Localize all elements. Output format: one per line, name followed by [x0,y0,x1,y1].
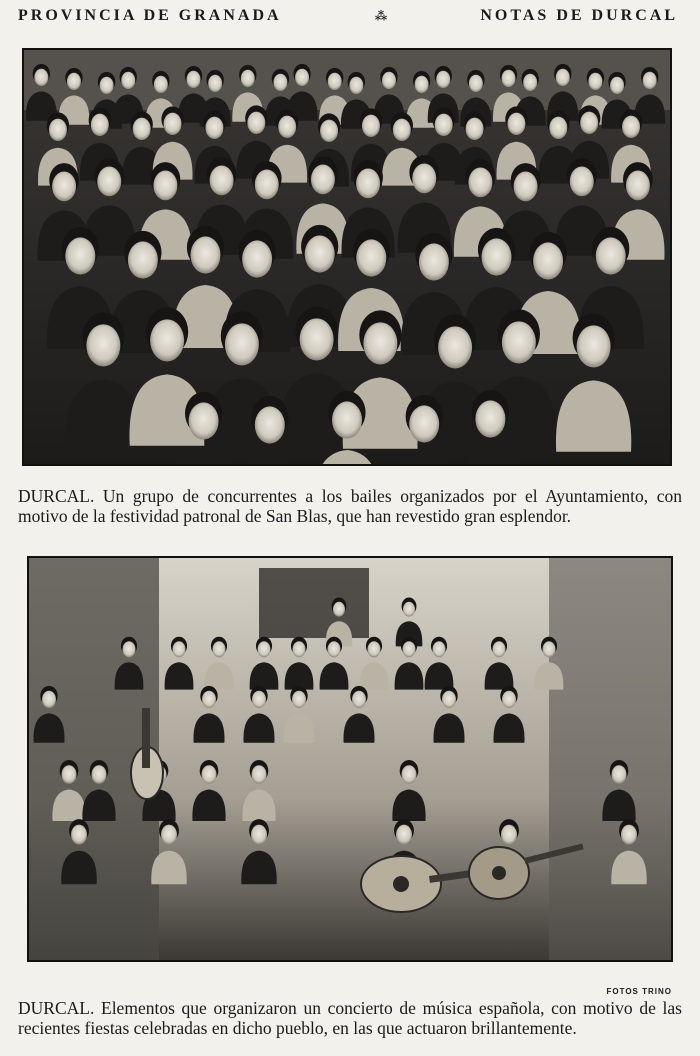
person-face [349,77,363,94]
person-face [533,242,563,279]
person-face [403,602,415,617]
header-separator-ornament: ⁂ [374,8,388,23]
person-face [588,73,602,90]
group-photo-concert-organizers [27,556,673,962]
person-face [501,825,517,845]
person-face [161,825,177,845]
caption-1-place: DURCAL. [18,486,95,506]
person-face [86,324,120,366]
person-face [396,825,412,845]
person-face [643,72,657,89]
person-face [133,118,151,140]
person-face [278,116,296,138]
person-face [187,71,201,88]
person-face [42,691,56,708]
person-face [128,241,158,278]
photo-credit: FOTOS TRINO [606,987,672,996]
person-face [320,120,338,142]
person-face [100,77,114,94]
person-face [255,170,279,200]
person-face [97,167,121,197]
person-face [91,114,109,136]
person-face [475,400,505,437]
person-face [328,73,342,90]
group-photo-ball-attendees [22,48,672,466]
person-face [482,238,512,275]
person-face [292,691,306,708]
person-face [328,641,341,657]
caption-photo-1 [18,486,682,526]
header-section-title: NOTAS DE DURCAL [480,7,678,24]
person-face [202,765,217,784]
person-face [514,172,538,202]
person-face [466,118,484,140]
person-face [332,401,362,438]
person-face [556,69,570,86]
person-face [150,319,184,361]
person-face [409,405,439,442]
person-face [242,240,272,277]
person-face [164,113,182,135]
person-face [580,112,598,134]
person-face [34,69,48,86]
person-face [210,166,234,196]
person-face [436,71,450,88]
person-face [191,236,221,273]
person-face [502,691,516,708]
person-face [154,76,168,93]
person-face [300,318,334,360]
person-face [363,322,397,364]
person-face [596,237,626,274]
person-face [273,74,287,91]
person-face [570,167,594,197]
person-face [435,114,453,136]
caption-1-text: Un grupo de concurrentes a los bailes organizados por el Ayuntamiento, con motivo de la festividad patronal de San Blas, que han revestido gran esplendor. [18,486,682,526]
person-face [368,641,381,657]
person-face [225,323,259,365]
person-face [202,691,216,708]
person-face [49,119,67,141]
person-face [52,172,76,202]
page-header [18,4,678,28]
person-face [362,115,380,137]
person-face [153,171,177,201]
person-face [403,641,416,657]
person-face [252,765,267,784]
person-face [438,326,472,368]
person-face [382,72,396,89]
person-face [507,113,525,135]
person-face [295,69,309,86]
person-face [205,117,223,139]
person-face [419,243,449,280]
person-face [189,402,219,439]
person-face [412,164,436,194]
person-face [402,765,417,784]
caption-2-text: Elementos que organizaron un concierto de música española, con motivo de las recientes fiestas celebradas en dicho pueblo, en las que actuaron brillantemente. [18,998,682,1038]
person-face [311,165,335,195]
caption-2-place: DURCAL. [18,998,95,1018]
person-face [502,70,516,87]
person-face [502,321,536,363]
person-face [62,765,77,784]
person-face [356,169,380,199]
person-face [333,602,345,617]
person-face [442,691,456,708]
person-face [252,691,266,708]
photo-1-illustration [24,50,670,464]
person-face [610,77,624,94]
person-face [251,825,267,845]
person-face [626,171,650,201]
person-face [493,641,506,657]
person-face [621,825,637,845]
person-face [255,406,285,443]
person-face [393,119,411,141]
person-face [67,73,81,90]
person-face [415,76,429,93]
person-face [356,239,386,276]
person-face [92,765,107,784]
person-face [123,641,136,657]
person-face [549,117,567,139]
header-province: PROVINCIA DE GRANADA [18,7,282,24]
person-face [71,825,87,845]
person-face [305,235,335,272]
person-face [121,72,135,89]
photo-2-illustration [29,558,671,960]
person-face [612,765,627,784]
person-face [468,168,492,198]
person-face [213,641,226,657]
person-face [433,641,446,657]
person-face [65,237,95,274]
person-face [543,641,556,657]
person-face [241,70,255,87]
caption-photo-2 [18,998,682,1038]
person-face [208,75,222,92]
person-face [523,74,537,91]
person-face [293,641,306,657]
person-face [352,691,366,708]
person-face [469,75,483,92]
person-face [622,116,640,138]
person-face [173,641,186,657]
person-face [258,641,271,657]
person-face [247,112,265,134]
person-face [577,325,611,367]
